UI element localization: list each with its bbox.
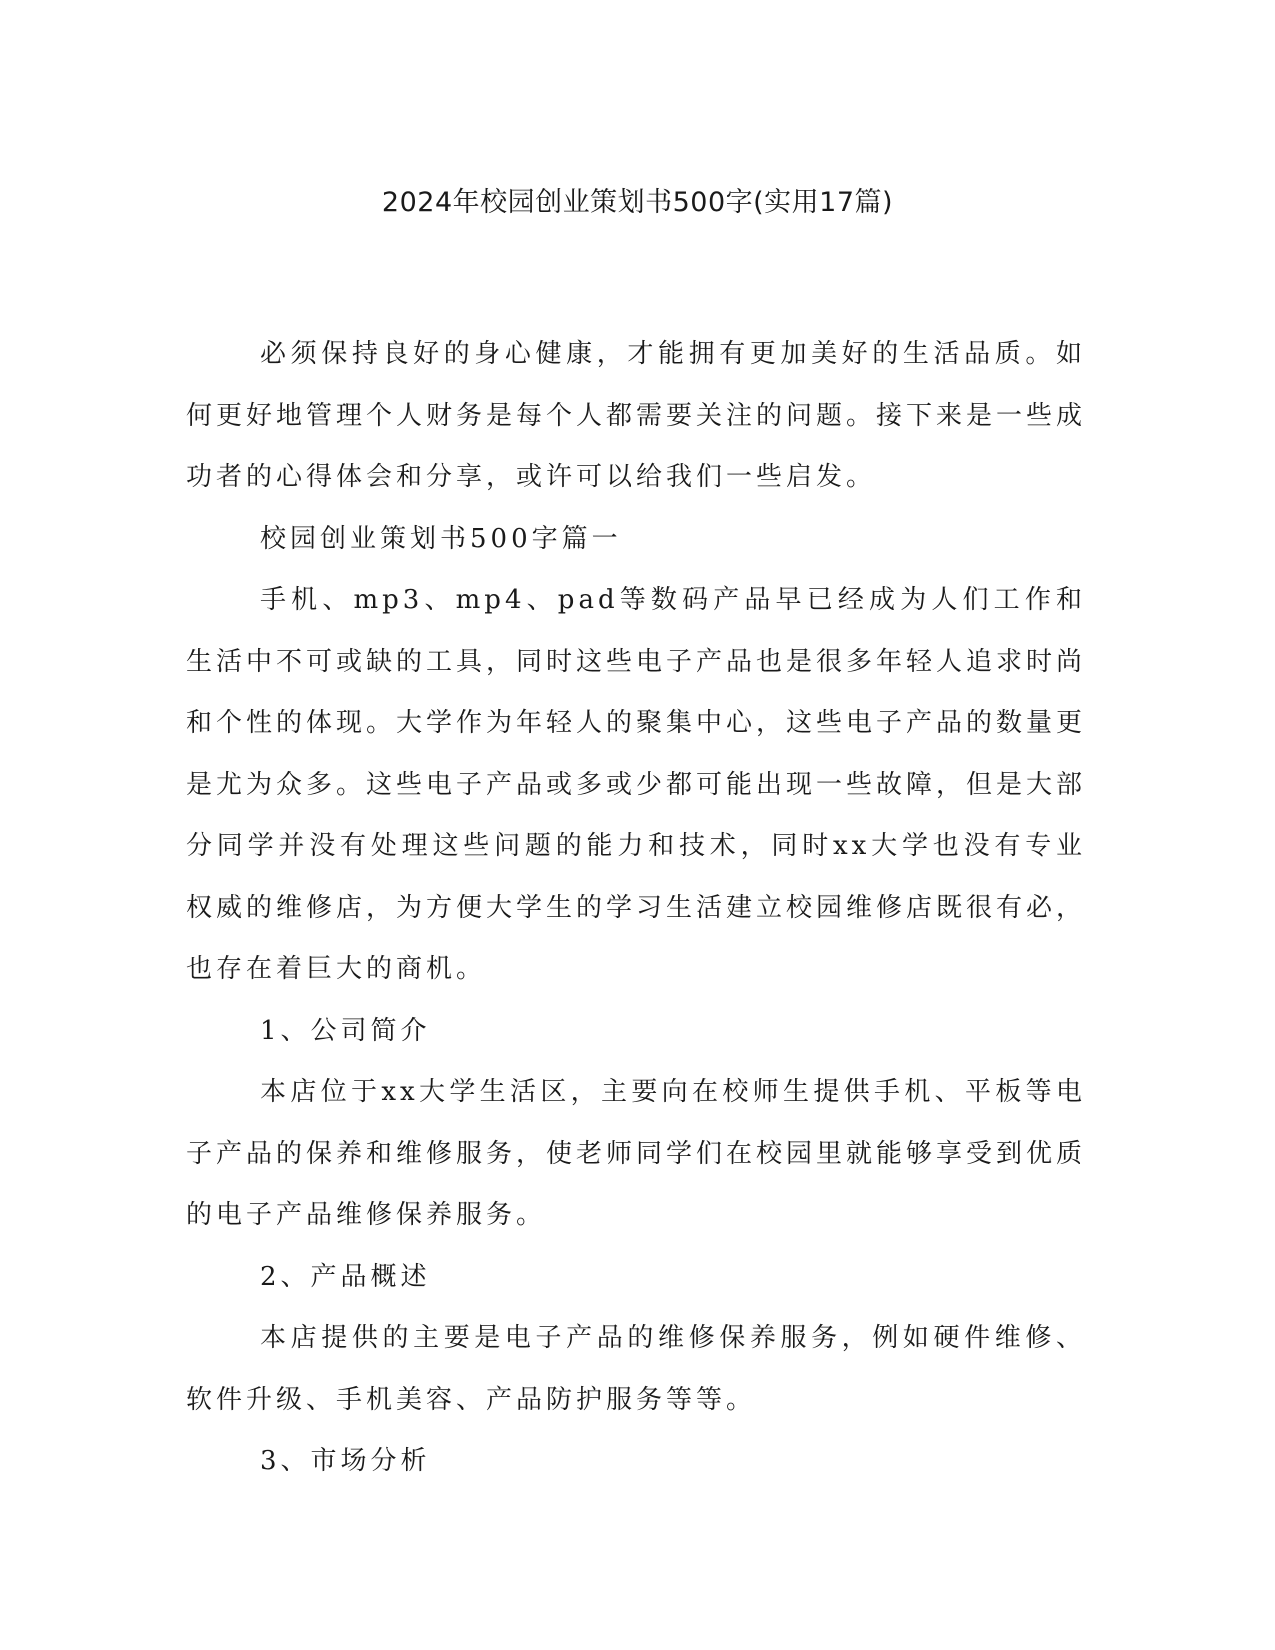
intro-paragraph: 必须保持良好的身心健康，才能拥有更加美好的生活品质。如何更好地管理个人财务是每个人都需要关注的问题。接下来是一些成功者的心得体会和分享，或许可以给我们一些启发。 [186, 339, 1087, 492]
section-heading-part-one: 校园创业策划书500字篇一 [260, 523, 622, 554]
document-title: 2024年校园创业策划书500字(实用17篇) [381, 187, 894, 218]
document-body [186, 324, 1086, 1493]
section-heading-product-overview: 2、产品概述 [260, 1261, 431, 1292]
background-paragraph: 手机、mp3、mp4、pad等数码产品早已经成为人们工作和生活中不可或缺的工具，同时这些电子产品也是很多年轻人追求时尚和个性的体现。大学作为年轻人的聚集中心，这些电子产品的数量更是尤为众多。这些电子产品或多或少都可能出现一些故障，但是大部分同学并没有处理这些问题的能力和技术，同时xx大学也没有专业权威的维修店，为方便大学生的学习生活建立校园维修店既很有必，也存在着巨大的商机。 [186, 585, 1087, 984]
product-overview-paragraph: 本店提供的主要是电子产品的维修保养服务，例如硬件维修、软件升级、手机美容、产品防护服务等等。 [186, 1323, 1086, 1415]
company-intro-paragraph: 本店位于xx大学生活区，主要向在校师生提供手机、平板等电子产品的保养和维修服务，使老师同学们在校园里就能够享受到优质的电子产品维修保养服务。 [186, 1077, 1087, 1230]
section-heading-company-intro: 1、公司简介 [260, 1015, 431, 1046]
section-heading-market-analysis: 3、市场分析 [260, 1446, 431, 1476]
